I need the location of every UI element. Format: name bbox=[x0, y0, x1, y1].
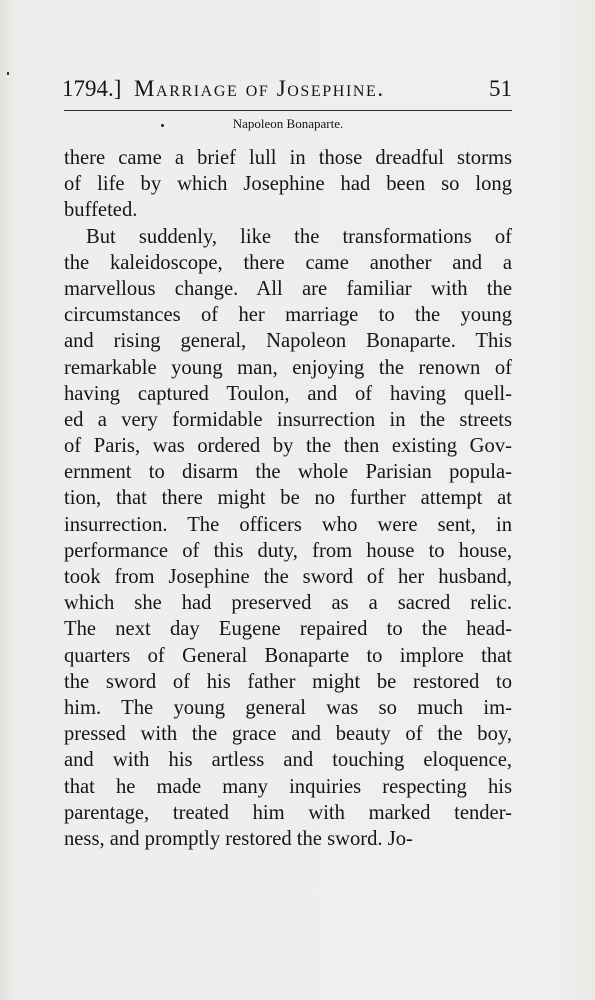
running-header bbox=[62, 74, 514, 104]
body-text bbox=[64, 145, 512, 852]
text-line: of life by which Josephine had been so long bbox=[64, 173, 512, 196]
text-line: of Paris, was ordered by the then existing Gov- bbox=[64, 435, 512, 458]
text-line: having captured Toulon, and of having quell- bbox=[64, 382, 512, 405]
text-line: insurrection. The officers who were sent, in bbox=[64, 513, 512, 536]
margin-speck bbox=[7, 72, 9, 75]
text-line: tion, that there might be no further attempt at bbox=[64, 487, 512, 510]
text-line: and with his artless and touching eloquence, bbox=[64, 749, 512, 772]
text-line: The next day Eugene repaired to the head- bbox=[64, 618, 512, 641]
text-line: him. The young general was so much im- bbox=[64, 696, 512, 719]
text-line: took from Josephine the sword of her husband, bbox=[64, 566, 512, 588]
header-rule bbox=[64, 110, 512, 111]
page-number: 51 bbox=[489, 76, 512, 101]
text-line: and rising general, Napoleon Bonaparte. This bbox=[64, 330, 512, 353]
text-line: circumstances of her marriage to the young bbox=[64, 304, 512, 327]
text-line: which she had preserved as a sacred relic. bbox=[64, 592, 512, 615]
text-line: buffeted. bbox=[64, 199, 138, 222]
text-line: quarters of General Bonaparte to implore that bbox=[64, 644, 512, 667]
text-line: the sword of his father might be restored to bbox=[64, 670, 512, 693]
text-line: the kaleidoscope, there came another and a bbox=[64, 251, 512, 274]
text-line: parentage, treated him with marked tender- bbox=[64, 801, 512, 824]
text-line: performance of this duty, from house to house, bbox=[64, 539, 512, 562]
header-year: 1794.] bbox=[62, 76, 122, 101]
text-line: that he made many inquiries respecting his bbox=[64, 775, 512, 798]
text-line: remarkable young man, enjoying the renown of bbox=[64, 356, 512, 379]
header-title: Marriage of Josephine. bbox=[134, 76, 385, 101]
section-subhead: Napoleon Bonaparte. bbox=[232, 116, 344, 131]
text-line: pressed with the grace and beauty of the boy, bbox=[64, 723, 512, 746]
text-line: there came a brief lull in those dreadful storms bbox=[64, 147, 512, 169]
text-line: ernment to disarm the whole Parisian popula- bbox=[64, 461, 512, 484]
text-line: marvellous change. All are familiar with the bbox=[64, 277, 512, 300]
text-line: ed a very formidable insurrection in the streets bbox=[64, 408, 512, 431]
text-line: ness, and promptly restored the sword. Jo- bbox=[64, 827, 413, 850]
paragraph-start-line: But suddenly, like the transformations of bbox=[86, 225, 512, 248]
